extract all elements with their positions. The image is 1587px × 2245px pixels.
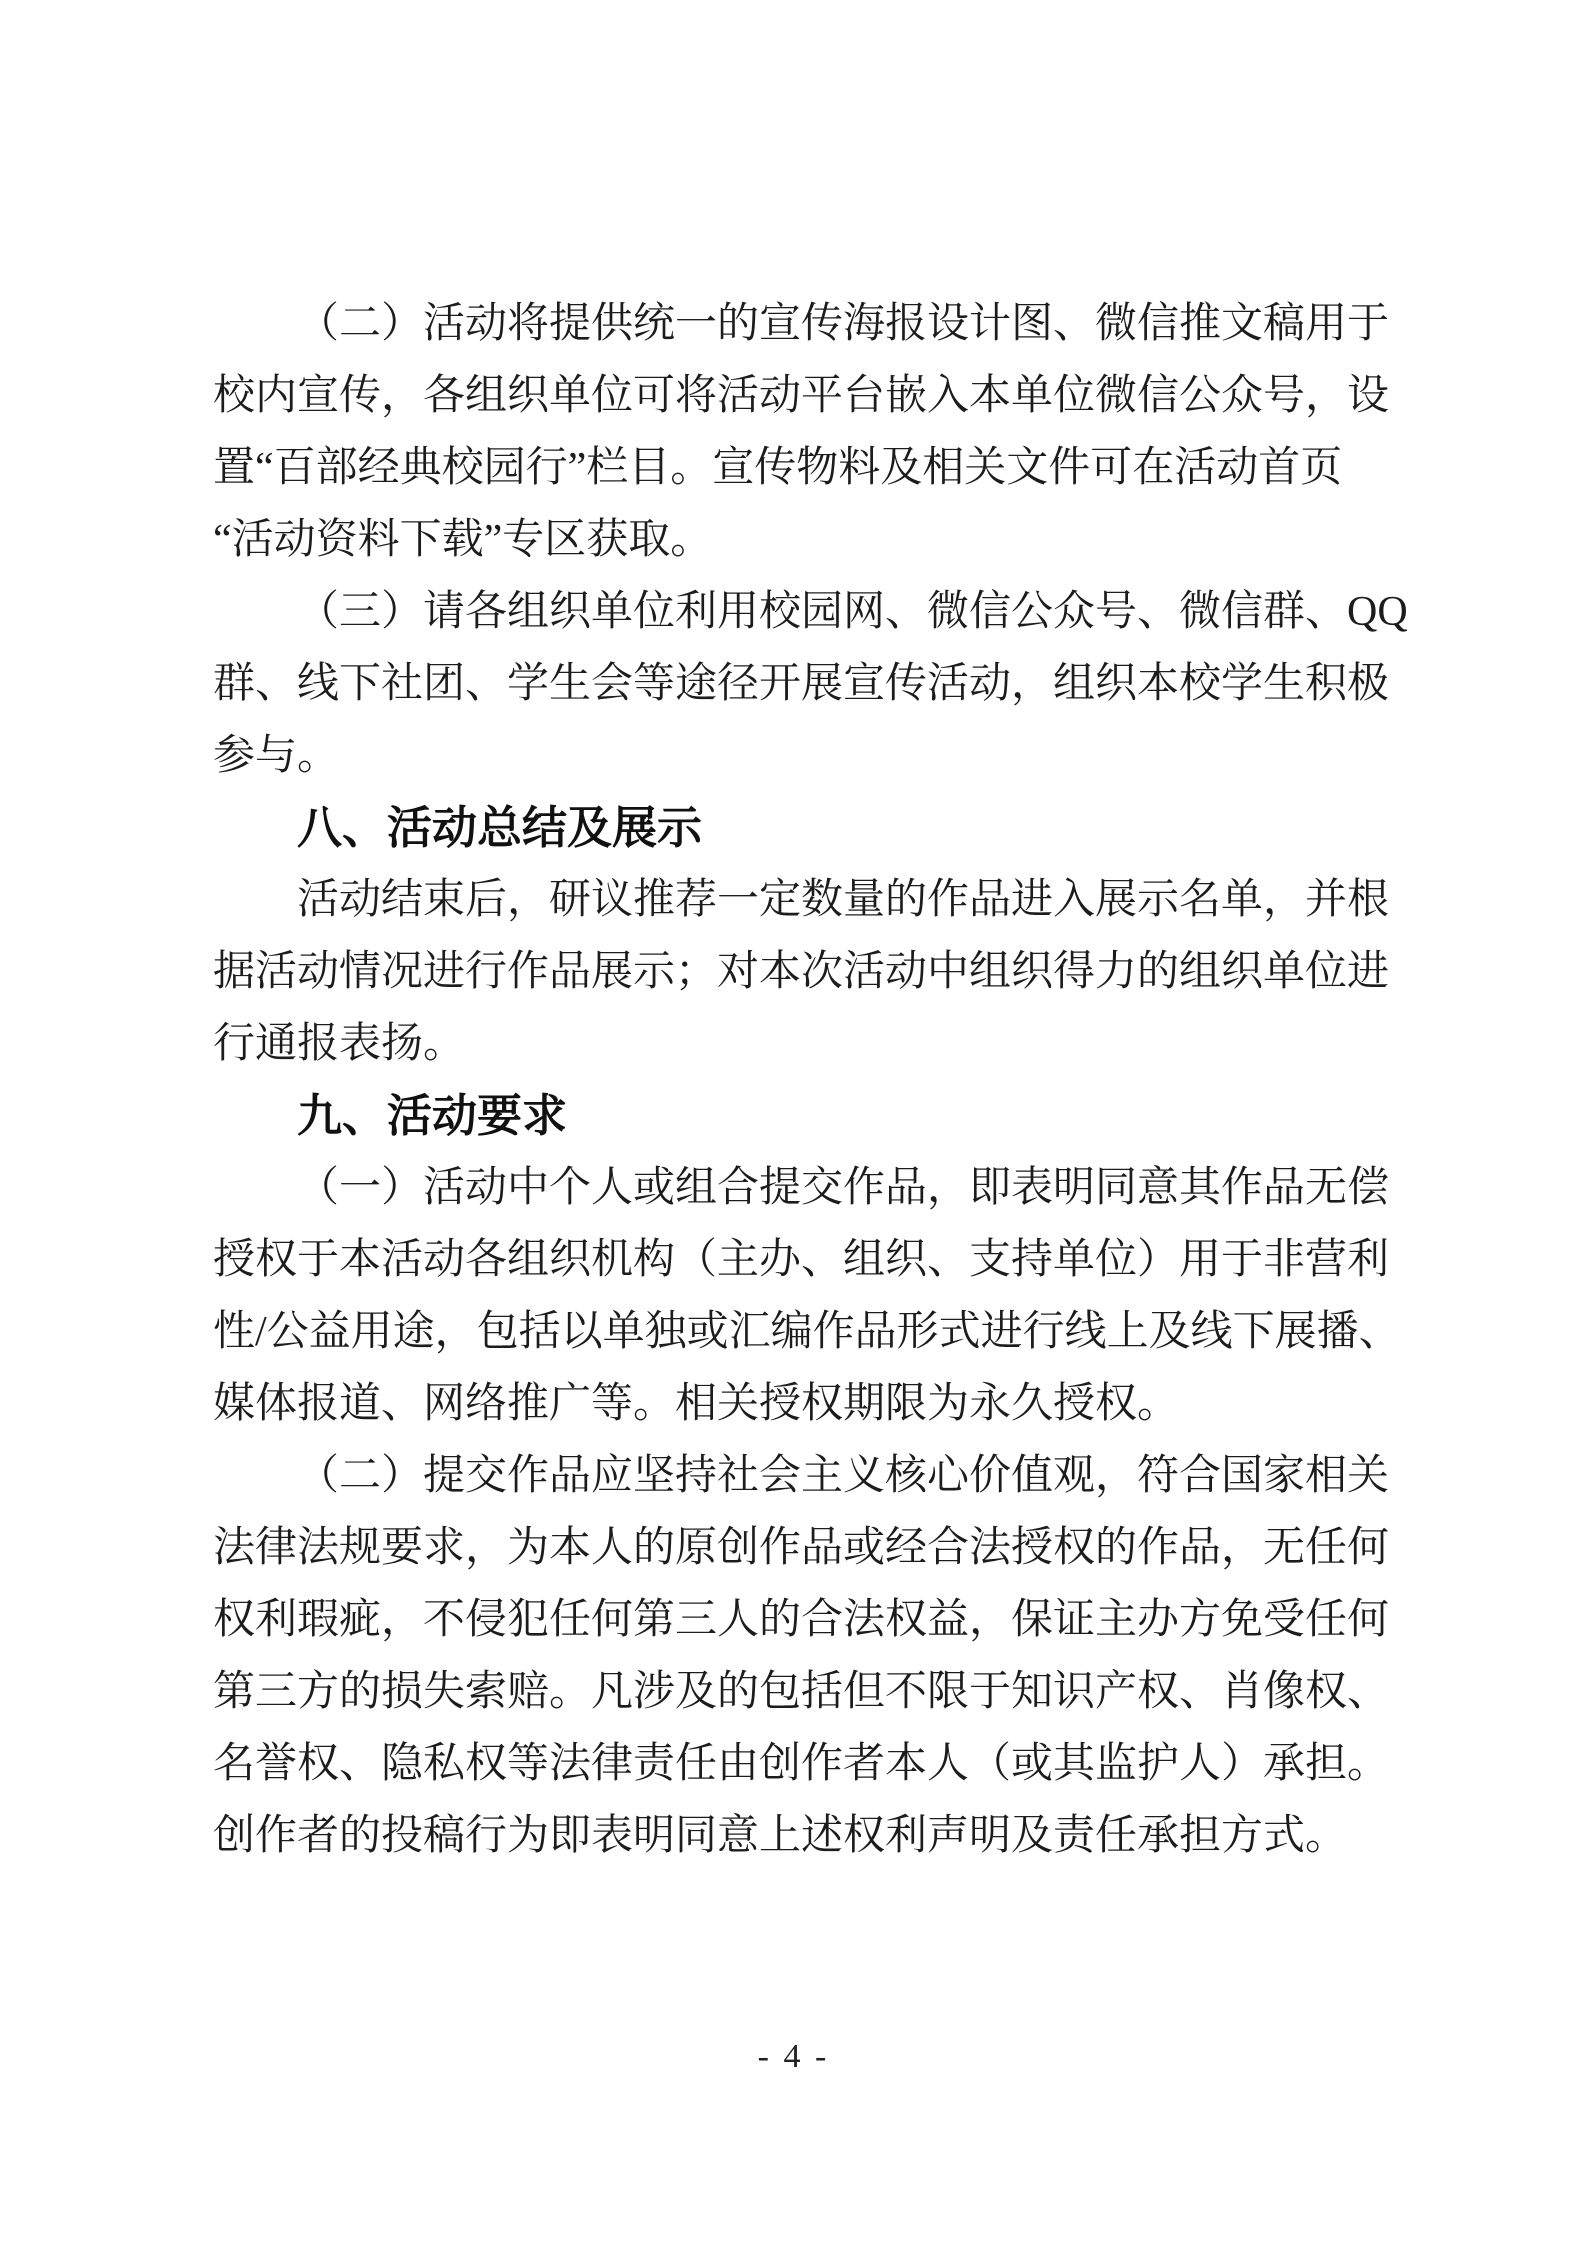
body-line: 置“百部经典校园行”栏目。宣传物料及相关文件可在活动首页	[213, 445, 1343, 491]
heading-section8: 八、活动总结及展示	[297, 802, 703, 853]
body-line: （二）活动将提供统一的宣传海报设计图、微信推文稿用于	[297, 301, 1390, 347]
body-line: 媒体报道、网络推广等。相关授权期限为永久授权。	[213, 1381, 1180, 1427]
heading-section9: 九、活动要求	[297, 1090, 568, 1141]
body-line: 创作者的投稿行为即表明同意上述权利声明及责任承担方式。	[213, 1813, 1348, 1859]
document-body	[213, 288, 1408, 1872]
body-line: 权利瑕疵，不侵犯任何第三人的合法权益，保证主办方免受任何	[213, 1597, 1390, 1643]
body-line: 校内宣传，各组织单位可将活动平台嵌入本单位微信公众号，设	[213, 373, 1390, 419]
body-line: 活动结束后，研议推荐一定数量的作品进入展示名单，并根	[297, 877, 1390, 923]
body-line: （二）提交作品应坚持社会主义核心价值观，符合国家相关	[297, 1453, 1390, 1499]
body-line: 法律法规要求，为本人的原创作品或经合法授权的作品，无任何	[213, 1525, 1390, 1571]
page-number: - 4 -	[757, 2038, 830, 2075]
body-line: （一）活动中个人或组合提交作品，即表明同意其作品无偿	[297, 1165, 1390, 1211]
body-line: 群、线下社团、学生会等途径开展宣传活动，组织本校学生积极	[213, 661, 1390, 707]
body-line: “活动资料下载”专区获取。	[213, 517, 713, 563]
body-line: 参与。	[213, 733, 340, 779]
body-line: 名誉权、隐私权等法律责任由创作者本人（或其监护人）承担。	[213, 1741, 1390, 1787]
body-line: 行通报表扬。	[213, 1021, 466, 1067]
body-line: （三）请各组织单位利用校园网、微信公众号、微信群、QQ	[297, 589, 1408, 635]
body-line: 授权于本活动各组织机构（主办、组织、支持单位）用于非营利	[213, 1237, 1390, 1283]
body-line: 据活动情况进行作品展示；对本次活动中组织得力的组织单位进	[213, 949, 1390, 995]
body-line: 第三方的损失索赔。凡涉及的包括但不限于知识产权、肖像权、	[213, 1669, 1390, 1715]
body-line: 性/公益用途，包括以单独或汇编作品形式进行线上及线下展播、	[213, 1309, 1401, 1355]
